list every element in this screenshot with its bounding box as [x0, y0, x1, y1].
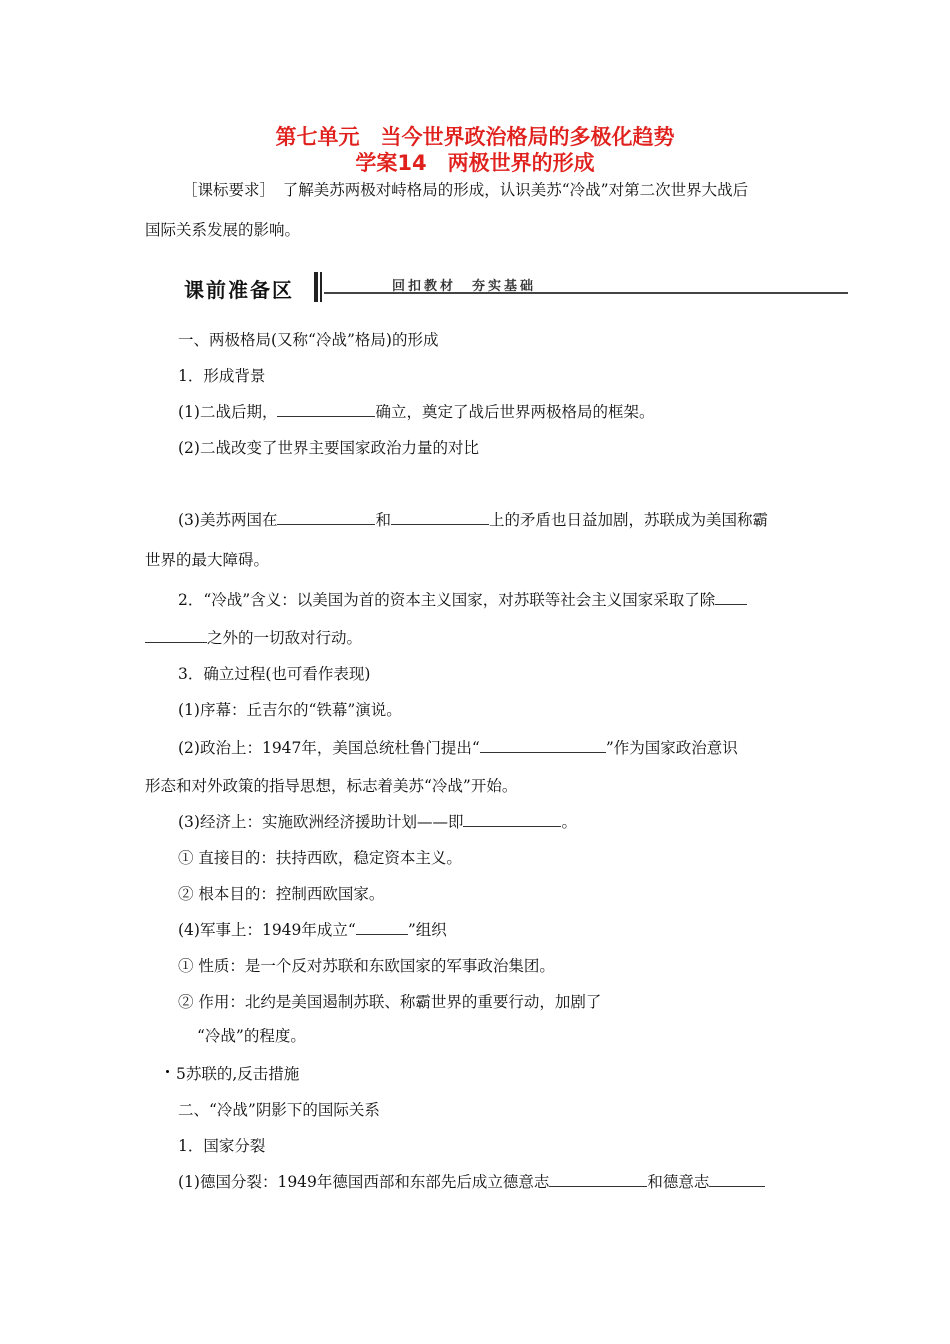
fill-blank[interactable]: [391, 510, 489, 525]
item-3-3-i: ① 直接目的：扶持西欧，稳定资本主义。: [178, 849, 462, 867]
item-1-3-cont: 世界的最大障碍。: [145, 551, 270, 569]
item-1-2: (2)二战改变了世界主要国家政治力量的对比: [178, 439, 479, 457]
item-3-heading: 3．确立过程(也可看作表现): [178, 665, 371, 683]
item-1-1-text-a: (1)二战后期，: [178, 403, 278, 421]
banner-subtitle: 回扣教材 夯实基础: [392, 279, 537, 294]
item-2-text-b: 之外的一切敌对行动。: [207, 629, 363, 647]
item-3-3: [178, 812, 577, 832]
item-3-3-ii: ② 根本目的：控制西欧国家。: [178, 885, 385, 903]
item-3-4-ii-cont: “冷战”的程度。: [197, 1027, 306, 1045]
fill-blank[interactable]: [480, 738, 606, 753]
item-1-heading: 1．形成背景: [178, 367, 266, 385]
item-5: 5苏联的,反击措施: [176, 1065, 300, 1083]
fill-blank[interactable]: [463, 812, 561, 827]
item-3-3-text-b: 。: [561, 813, 577, 831]
fill-blank[interactable]: [709, 1172, 765, 1187]
s2-item-1-1: [178, 1172, 765, 1192]
curriculum-requirement: ［课标要求］ 了解美苏两极对峙格局的形成，认识美苏“冷战”对第二次世界大战后: [182, 181, 749, 199]
item-3-4-text-b: ”组织: [407, 921, 447, 939]
section-1-heading: 一、两极格局(又称“冷战”格局)的形成: [178, 331, 439, 349]
item-3-4-ii: ② 作用：北约是美国遏制苏联、称霸世界的重要行动，加剧了: [178, 993, 602, 1011]
item-3-3-text-a: (3)经济上：实施欧洲经济援助计划——即: [178, 813, 464, 831]
item-2-cont: [145, 628, 362, 648]
curriculum-requirement-cont: 国际关系发展的影响。: [145, 221, 301, 239]
stray-mark: [166, 1070, 169, 1073]
banner-divider-thin: [320, 272, 322, 302]
item-2-text-a: 2．“冷战”含义：以美国为首的资本主义国家，对苏联等社会主义国家采取了除: [178, 591, 716, 609]
item-1-1-text-b: 确立，奠定了战后世界两极格局的框架。: [375, 403, 655, 421]
section-banner: [178, 270, 848, 306]
item-1-3: [178, 510, 768, 530]
fill-blank[interactable]: [277, 510, 375, 525]
s2-item-1-1-text-b: 和德意志: [647, 1173, 710, 1191]
item-3-4-text-a: (4)军事上：1949年成立“: [178, 921, 356, 939]
lesson-title: 学案14 两极世界的形成: [355, 151, 595, 175]
item-1-3-text-b: 和: [375, 511, 391, 529]
item-3-2-cont: 形态和对外政策的指导思想，标志着美苏“冷战”开始。: [145, 777, 518, 795]
fill-blank[interactable]: [715, 590, 747, 605]
item-3-2-text-a: (2)政治上：1947年，美国总统杜鲁门提出“: [178, 739, 480, 757]
item-1-3-text-c: 上的矛盾也日益加剧，苏联成为美国称霸: [488, 511, 768, 529]
banner-divider: [314, 272, 318, 302]
item-3-1: (1)序幕：丘吉尔的“铁幕”演说。: [178, 701, 402, 719]
item-1-3-text-a: (3)美苏两国在: [178, 511, 278, 529]
fill-blank[interactable]: [277, 402, 375, 417]
section-2-heading: 二、“冷战”阴影下的国际关系: [178, 1101, 380, 1119]
item-3-2: [178, 738, 738, 758]
item-3-2-text-b: ”作为国家政治意识: [605, 739, 738, 757]
unit-title: 第七单元 当今世界政治格局的多极化趋势: [275, 125, 675, 149]
fill-blank[interactable]: [145, 628, 207, 643]
item-2: [178, 590, 747, 610]
s2-item-1-1-text-a: (1)德国分裂：1949年德国西部和东部先后成立德意志: [178, 1173, 550, 1191]
s2-item-1-heading: 1．国家分裂: [178, 1137, 266, 1155]
banner-label: 课前准备区: [184, 278, 294, 302]
item-3-4-i: ① 性质：是一个反对苏联和东欧国家的军事政治集团。: [178, 957, 555, 975]
fill-blank[interactable]: [549, 1172, 647, 1187]
item-1-1: [178, 402, 654, 422]
fill-blank[interactable]: [356, 920, 408, 935]
item-3-4: [178, 920, 447, 940]
